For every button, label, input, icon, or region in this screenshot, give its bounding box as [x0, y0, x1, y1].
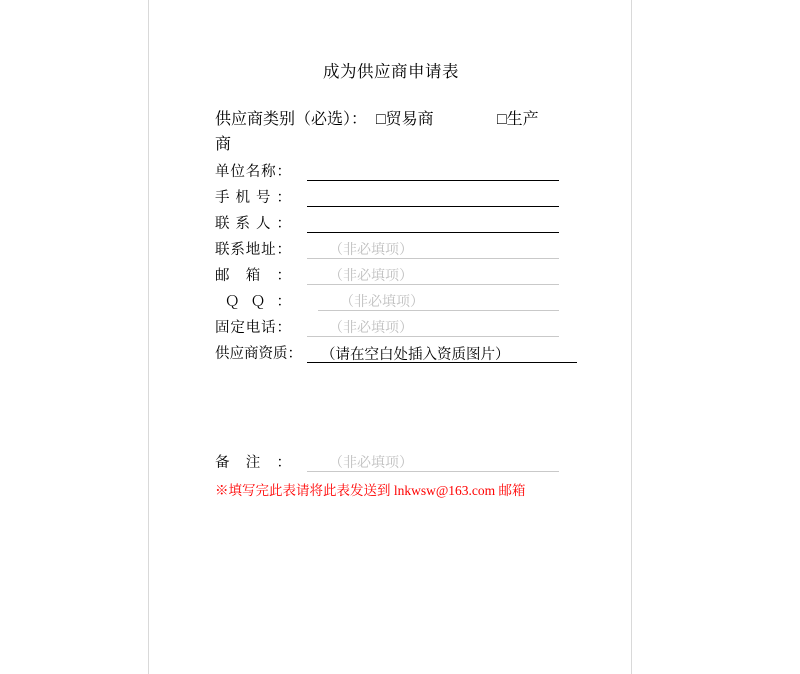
field-label-remark: 备注：	[215, 455, 291, 471]
field-input-contact[interactable]	[307, 212, 559, 233]
field-hint-address: （非必填项）	[329, 243, 413, 258]
spacer	[215, 131, 615, 158]
field-label-telephone: 固定电话：	[215, 320, 291, 336]
field-row-qualification	[215, 340, 615, 366]
field-hint-telephone: （非必填项）	[329, 321, 413, 336]
supplier-category-label: 供应商类别（必选）：	[215, 111, 368, 128]
checkbox-manufacturer-wrap: 商	[215, 136, 232, 153]
field-label-email: 邮箱：	[215, 268, 291, 284]
field-input-company[interactable]	[307, 160, 559, 181]
checkbox-trader[interactable]: □贸易商	[376, 111, 434, 128]
field-value-qualification: （请在空白处插入资质图片）	[321, 347, 510, 363]
field-label-mobile: 手机号：	[215, 190, 291, 206]
field-hint-email: （非必填项）	[329, 269, 413, 284]
field-row-telephone	[215, 314, 615, 340]
field-label-qq: ＱＱ：	[225, 294, 291, 310]
field-input-telephone[interactable]	[307, 316, 559, 337]
field-hint-remark: （非必填项）	[329, 456, 413, 471]
field-input-remark[interactable]	[307, 451, 559, 472]
submission-note: ※填写完此表请将此表发送到 lnkwsw@163.com 邮箱	[215, 483, 526, 498]
field-label-address: 联系地址：	[215, 242, 291, 258]
field-row-address	[215, 236, 615, 262]
supplier-category-row	[215, 104, 615, 153]
field-input-mobile[interactable]	[307, 186, 559, 207]
field-input-email[interactable]	[307, 264, 559, 285]
field-row-contact	[215, 210, 615, 236]
page-title: 成为供应商申请表	[323, 62, 459, 81]
checkbox-manufacturer[interactable]: □生产	[497, 111, 539, 128]
field-row-qq	[215, 288, 615, 314]
field-label-contact: 联系人：	[215, 216, 291, 232]
field-row-remark	[215, 449, 615, 475]
field-row-email	[215, 262, 615, 288]
field-label-company: 单位名称：	[215, 164, 291, 180]
field-input-address[interactable]	[307, 238, 559, 259]
field-input-qq[interactable]	[318, 290, 559, 311]
field-input-qualification[interactable]	[307, 342, 577, 363]
field-hint-qq: （非必填项）	[340, 295, 424, 310]
application-form	[215, 104, 615, 366]
field-label-qualification: 供应商资质：	[215, 346, 302, 362]
field-row-mobile	[215, 184, 615, 210]
document-page	[148, 0, 632, 674]
field-row-company	[215, 158, 615, 184]
